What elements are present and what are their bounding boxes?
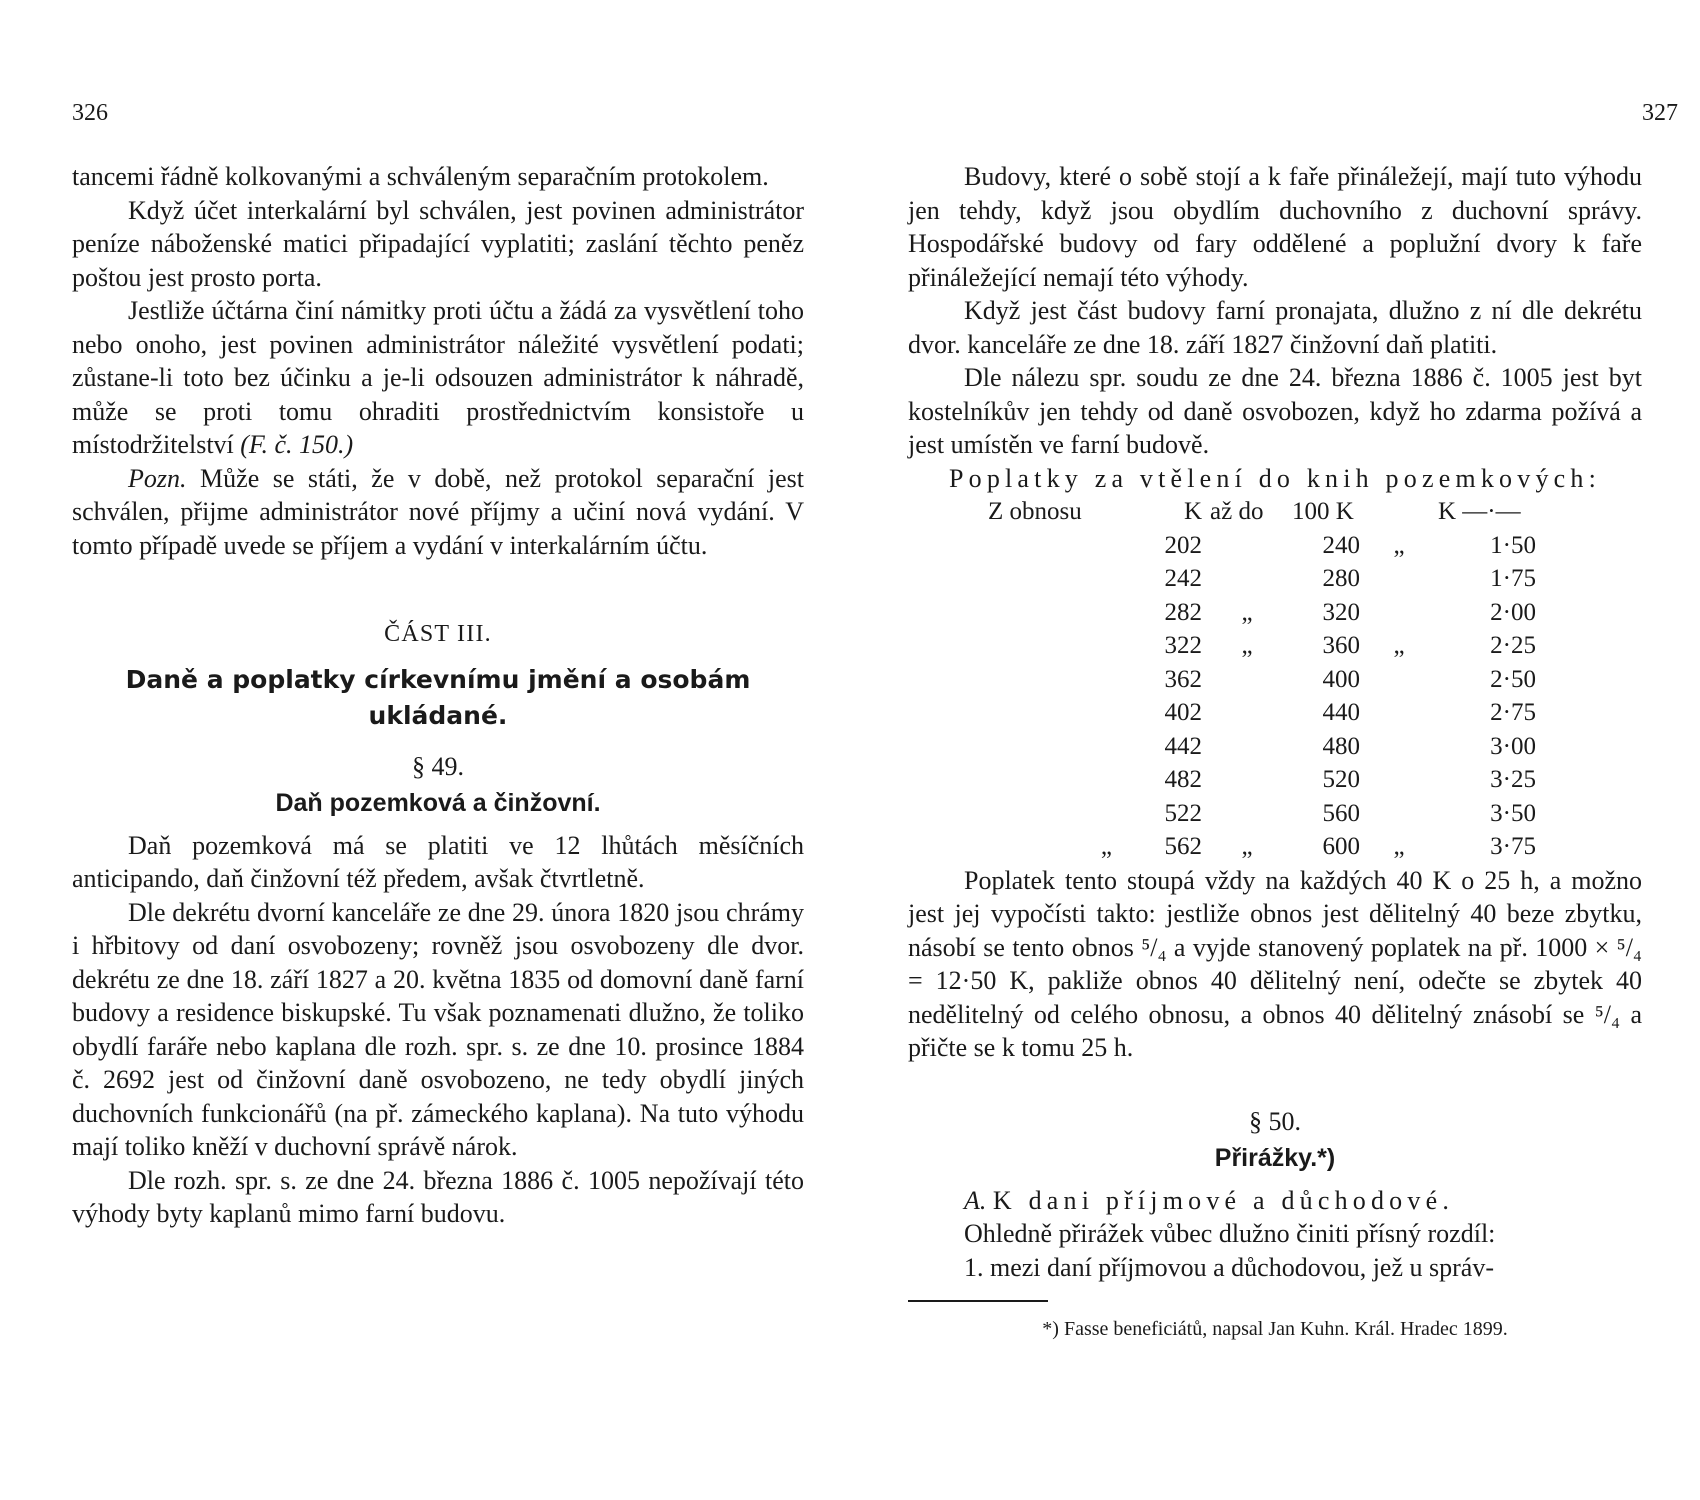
paragraph: Budovy, které o sobě stojí a k faře přináležejí, mají tuto výhodu jen tehdy, když jsou obydlím duchovního z duchovní správy. Hospodářské budovy od fary oddělené a poplužní dvory k faře přináležející nemají této výhody. [908,162,1642,292]
part-heading: ČÁST III. [384,621,492,647]
fee-row-quote-start [908,529,1112,563]
paragraph [72,294,804,462]
fee-row-to: 400 [1322,665,1360,693]
fee-table [908,495,1536,864]
fee-row [908,830,1536,864]
fee-row-quote-end [1360,696,1438,730]
fee-row-quote-start [908,730,1112,764]
fee-row-from: 282 [1164,598,1202,626]
fee-row-to: 320 [1322,598,1360,626]
fee-row-quote-mid [1202,763,1292,797]
fee-row-quote-mid: „ [1241,598,1253,626]
fee-row-quote-end [1360,763,1438,797]
fee-row [908,763,1536,797]
fee-row-amount: 2·75 [1490,699,1536,726]
citation: (F. č. 150.) [240,430,354,459]
fee-table-body [908,529,1536,864]
fee-row-to: 440 [1322,699,1360,726]
fee-row-from: 482 [1164,766,1202,793]
fee-row-amount: 2·00 [1490,598,1536,626]
fee-row-quote-end [1360,596,1438,630]
fee-row [908,797,1536,831]
header-label: Z obnosu [988,498,1082,525]
subsection-heading [908,1184,1642,1218]
fee-row [908,730,1536,764]
paragraph-text: Jestliže účtárna činí námitky proti účtu a žádá za vysvětlení toho nebo onoho, jest povinen administrátor náležité vysvětlení podati; zůstane-li toto bez účinku a je-li odsouzen administrátor k náhradě, může se proti tomu ohraditi prostřednictvím konsistoře u místodržitelství [72,296,804,459]
header-fee: K —·— [1438,498,1521,525]
fee-row-amount: 1·75 [1490,565,1536,592]
fee-row-quote-mid [1202,529,1292,563]
fee-row-quote-end [1360,797,1438,831]
footnote: *) Fasse beneficiátů, napsal Jan Kuhn. Král. Hradec 1899. [1042,1318,1508,1340]
paragraph: Když jest část budovy farní pronajata, dlužno z ní dle dekrétu dvor. kanceláře ze dne 18. září 1827 činžovní daň platiti. [908,296,1642,359]
fee-row-quote-mid [1202,730,1292,764]
page-number-left: 326 [72,100,108,126]
header-to-label: až do [1210,498,1264,525]
fee-row-from: 522 [1164,799,1202,827]
section-number: § 50. [1249,1106,1301,1136]
section-title: Daň pozemková a činžovní. [275,789,601,817]
fee-row-quote-mid [1202,663,1292,697]
paragraph: Když účet interkalární byl schválen, jest povinen administrátor peníze náboženské matici připadající vyplatiti; zaslání těchto peněz poštou jest prosto porta. [72,195,804,292]
page-number-right: 327 [1642,100,1678,126]
fee-row-quote-mid [1202,562,1292,596]
fee-row-quote-end [1360,663,1438,697]
fee-row-quote-start: „ [1100,833,1112,860]
fee-row-to: 560 [1322,799,1360,827]
section-title: Přirážky.*) [1214,1144,1336,1172]
fee-row-to: 360 [1322,632,1360,659]
fee-row-quote-start [908,696,1112,730]
fee-table-title: Poplatky za vtělení do knih pozemkových: [948,463,1602,493]
fee-row-quote-start [908,797,1112,831]
section-number: § 49. [412,751,464,781]
fee-row-from: 562 [1164,833,1202,860]
fee-row [908,529,1536,563]
fee-row [908,562,1536,596]
note-label: Pozn. [128,463,187,493]
fee-row-from: 322 [1164,632,1202,659]
fee-row-quote-start [908,663,1112,697]
fee-row-from: 442 [1164,732,1202,760]
fee-row-quote-start [908,596,1112,630]
paragraph: Dle nálezu spr. soudu ze dne 24. března 1886 č. 1005 jest byt kostelníkův jen tehdy od daně osvobozen, když ho zdarma požívá a jest umístěn ve farní budově. [908,363,1642,459]
fee-row-to: 520 [1322,766,1360,793]
fee-row-quote-mid: „ [1241,833,1253,860]
fee-row [908,696,1536,730]
paragraph: tancemi řádně kolkovanými a schváleným separačním protokolem. [72,162,769,191]
fee-row-amount: 3·75 [1490,833,1536,860]
subsection-title: K dani příjmové a důchodové. [992,1185,1455,1215]
fee-row-amount: 3·50 [1490,799,1536,827]
fee-table-header [908,495,1536,529]
fee-row [908,663,1536,697]
fee-row-quote-start [908,562,1112,596]
fee-row-quote-end: „ [1393,531,1405,559]
fee-row-to: 240 [1322,531,1360,559]
subsection-label: A. [964,1185,987,1215]
fee-row [908,596,1536,630]
fee-row-quote-mid [1202,696,1292,730]
note-paragraph [72,462,804,563]
fee-row-quote-mid [1202,797,1292,831]
fee-row [908,629,1536,663]
fee-row-from: 242 [1164,565,1202,592]
right-page [850,0,1700,1500]
fee-row-amount: 3·25 [1490,766,1536,793]
fee-row-from: 362 [1164,665,1202,693]
paragraph: Dle dekrétu dvorní kanceláře ze dne 29. února 1820 jsou chrámy i hřbitovy od daní osvobozeny; rovněž jsou osvobozeny dle dvor. dekrétu ze dne 18. září 1827 a 20. května 1835 od domovní daně farní budovy a residence biskupské. Tu však poznamenati dlužno, že toliko obydlí faráře nebo kaplana dle rozh. spr. s. ze dne 10. prosince 1884 č. 2692 jest od činžovní daně osvobozeno, ne tedy obydlí jiných duchovních funkcionářů (na př. zámeckého kaplana). Na tuto výhodu mají toliko kněží v duchovní správě nárok. [72,897,804,1161]
paragraph: 1. mezi daní příjmovou a důchodovou, jež u správ- [964,1252,1494,1282]
chapter-title: Daně a poplatky církevnímu jmění a osobám ukládané. [125,664,751,730]
header-from: K [1183,498,1202,525]
header-to: 100 K [1292,498,1354,525]
paragraph: Dle rozh. spr. s. ze dne 24. března 1886 č. 1005 nepožívají této výhody byty kaplanů mimo farní budovu. [72,1165,804,1228]
fee-row-quote-end: „ [1393,833,1405,860]
fee-row-quote-start [908,763,1112,797]
footnote-rule [908,1300,1048,1302]
fee-row-quote-end: „ [1393,632,1405,659]
fee-row-quote-start [908,629,1112,663]
fee-row-amount: 3·00 [1490,732,1536,760]
paragraph: Ohledně přirážek vůbec dlužno činiti přísný rozdíl: [964,1219,1496,1248]
fee-row-from: 402 [1164,699,1202,726]
paragraph: Daň pozemková má se platiti ve 12 lhůtách měsíčních anticipando, daň činžovní též předem, avšak čtvrtletně. [72,830,804,893]
fee-row-quote-mid: „ [1241,632,1253,659]
paragraph: Poplatek tento stoupá vždy na každých 40 K o 25 h, a možno jest jej vypočísti takto: jestliže obnos jest dělitelný 40 beze zbytku, násobí se tento obnos ⁵/₄ a vyjde stanovený poplatek na př. 1000 × ⁵/₄ = 12·50 K, pakliže obnos 40 dělitelný není, odečte se zbytek 40 nedělitelný od celého obnosu, a obnos 40 dělitelný znásobí se ⁵/₄ a přičte se k tomu 25 h. [908,865,1642,1062]
fee-row-from: 202 [1164,531,1202,559]
note-text: Může se státi, že v době, než protokol separační jest schválen, přijme administrátor nové příjmy a učiní nová vydání. V tomto případě uvede se příjem a vydání v interkalárním účtu. [72,463,804,560]
left-text-column [72,160,804,1231]
fee-row-quote-end [1360,730,1438,764]
fee-row-to: 600 [1322,833,1360,860]
fee-row-quote-end [1360,562,1438,596]
fee-row-to: 480 [1322,732,1360,760]
right-text-column [908,160,1642,1342]
fee-row-amount: 2·50 [1490,665,1536,693]
fee-row-to: 280 [1322,565,1360,592]
fee-row-amount: 2·25 [1490,632,1536,659]
fee-row-amount: 1·50 [1490,531,1536,559]
